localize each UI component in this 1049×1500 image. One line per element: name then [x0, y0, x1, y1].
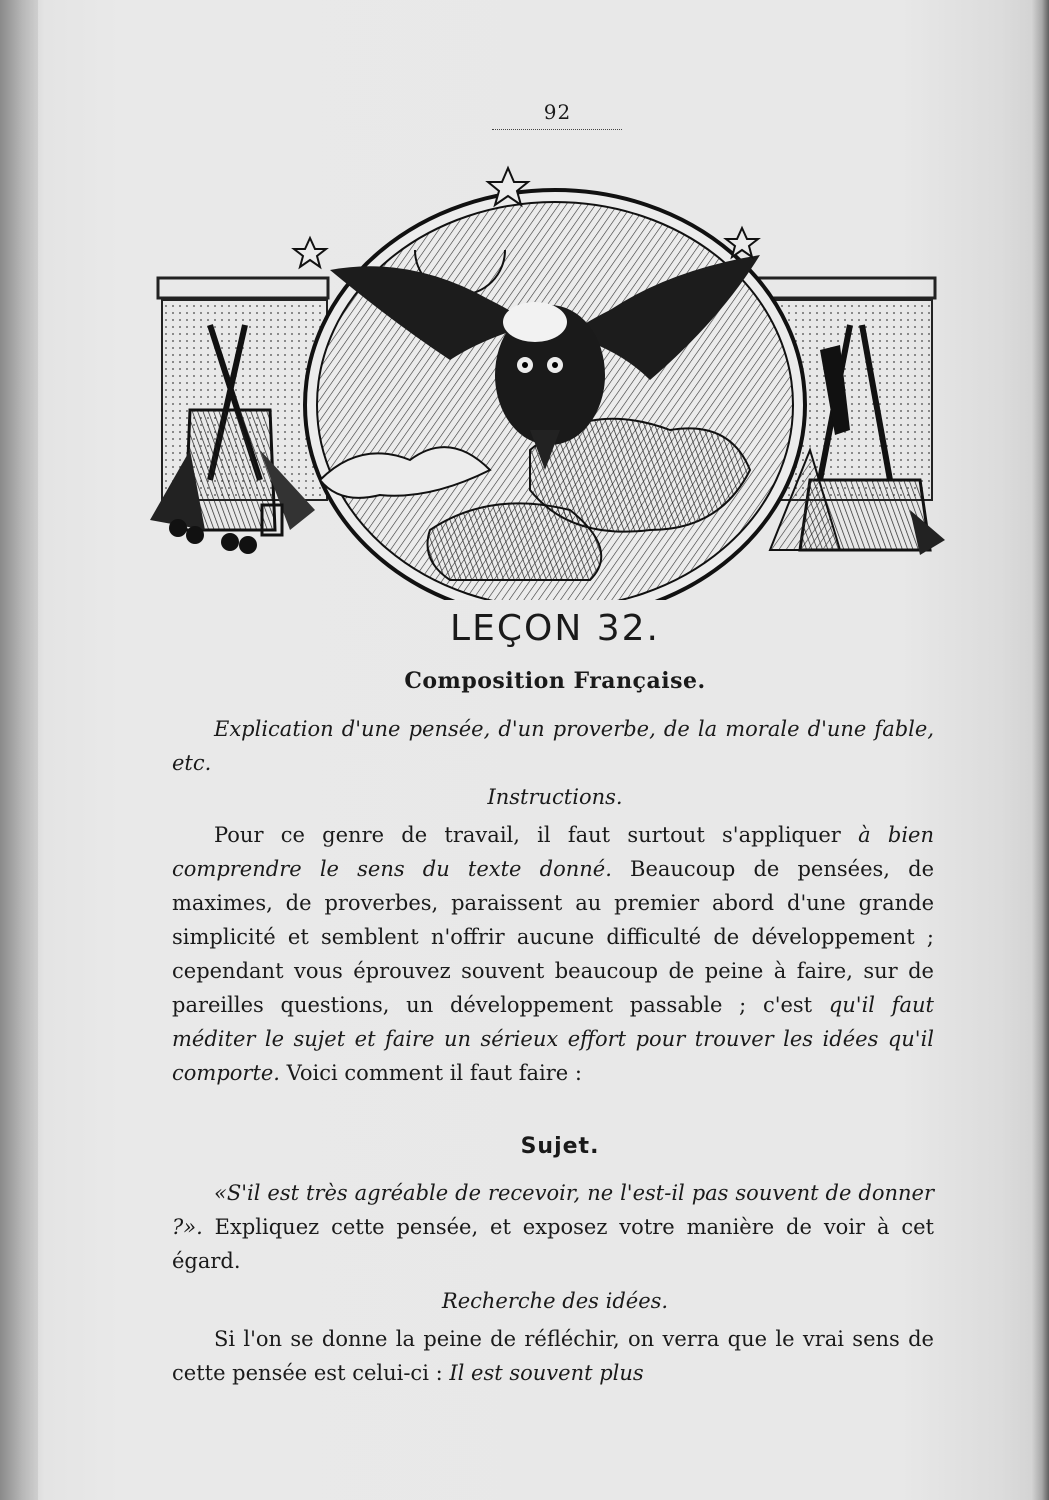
- recherche-paragraph: [172, 1322, 934, 1390]
- owl-night-illustration-icon: [150, 150, 950, 600]
- book-spine-shadow: [0, 0, 38, 1500]
- sujet-heading: Sujet.: [520, 1134, 600, 1159]
- page-number: 92: [543, 100, 572, 124]
- left-panel-frame: [158, 278, 328, 298]
- right-panel-frame: [750, 278, 935, 298]
- instructions-text-end: Voici comment il faut faire :: [279, 1061, 582, 1085]
- lesson-subtitle: Composition Française.: [404, 668, 706, 694]
- instructions-italic-2: qu'il faut méditer le sujet et faire un sérieux effort pour trouver les idées qu'il comporte.: [172, 993, 934, 1085]
- instructions-paragraph: [172, 818, 934, 1090]
- lesson-title: LEÇON 32.: [450, 608, 660, 649]
- instructions-text-mid: Beaucoup de pensées, de maximes, de proverbes, paraissent au premier abord d'une grande simplicité et semblent n'offrir aucune difficulté de développement ; cependant vous éprouvez souvent beaucoup de peine à faire, sur de pareilles questions, un développement passable ; c'est: [172, 857, 934, 1017]
- instructions-text-start: Pour ce genre de travail, il faut surtout s'appliquer: [214, 823, 859, 847]
- page-edge-shadow: [1031, 0, 1049, 1500]
- recherche-heading: Recherche des idées.: [441, 1289, 669, 1313]
- sujet-text: Expliquez cette pensée, et exposez votre manière de voir à cet égard.: [172, 1215, 934, 1273]
- intro-text: Explication d'une pensée, d'un proverbe, de la morale d'une fable, etc.: [172, 717, 934, 775]
- sujet-quote: «S'il est très agréable de recevoir, ne l'est-il pas souvent de donner ?».: [172, 1181, 934, 1239]
- sujet-paragraph: [172, 1176, 934, 1278]
- instructions-heading: Instructions.: [487, 785, 623, 809]
- page-number-rule: [492, 129, 622, 130]
- instructions-italic-1: à bien comprendre le sens du texte donné.: [172, 823, 934, 881]
- recherche-text: Si l'on se donne la peine de réfléchir, on verra que le vrai sens de cette pensée est celui-ci :: [172, 1327, 934, 1385]
- recherche-italic: Il est souvent plus: [449, 1361, 644, 1385]
